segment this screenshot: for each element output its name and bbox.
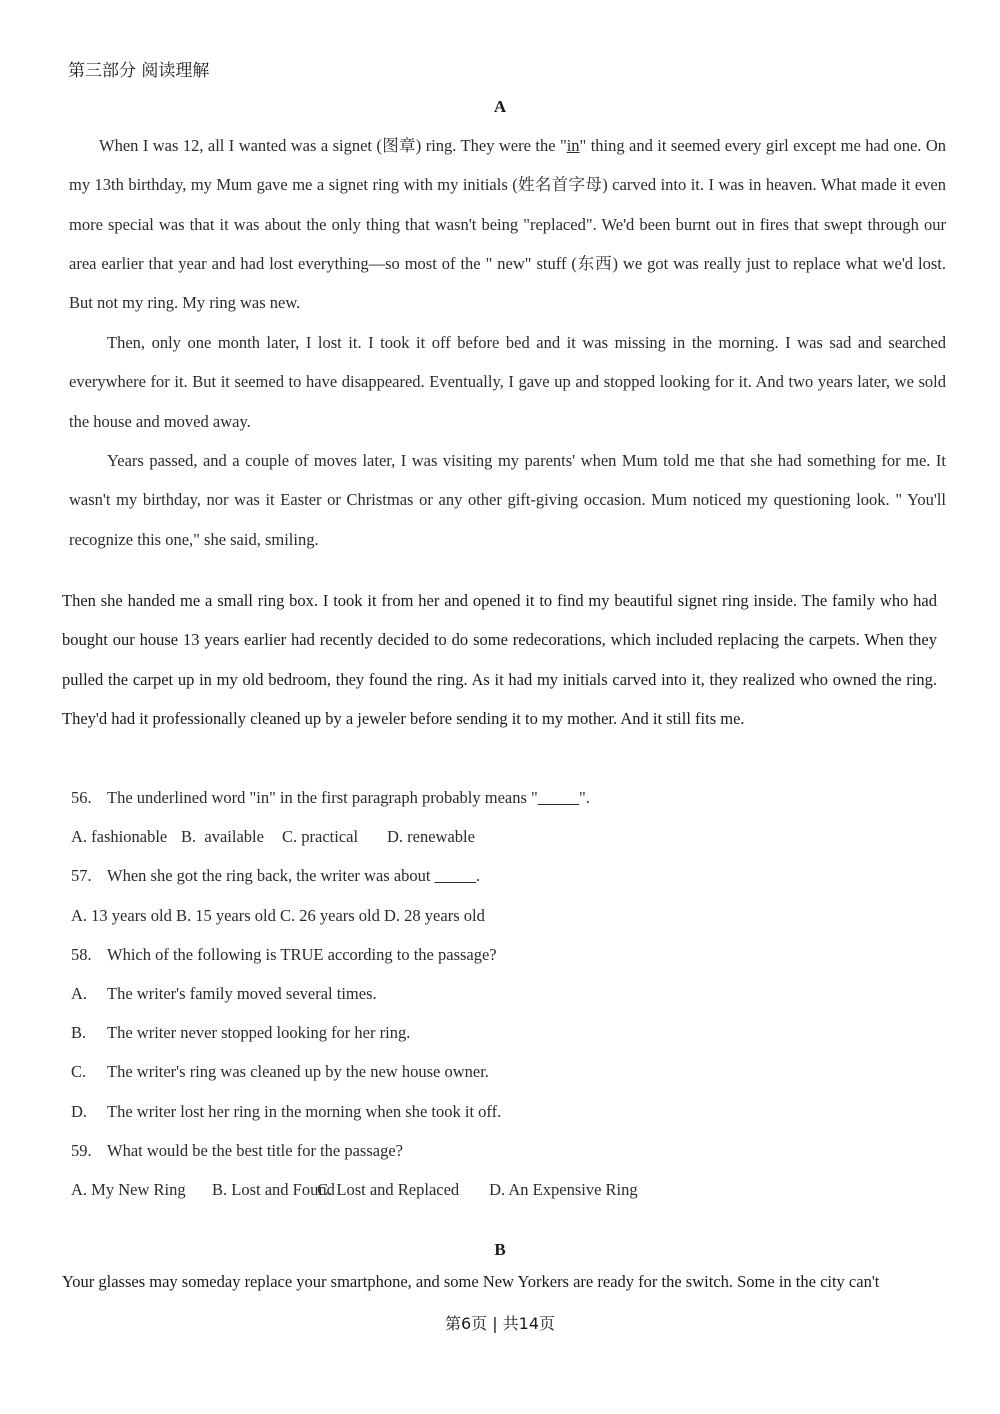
question-59-options [71,1180,638,1200]
question-number: 58. [71,945,92,964]
answer-blank: _____ [434,866,476,885]
section-heading: 第三部分 阅读理解 [68,61,210,81]
option-d: D. 28 years old [384,906,485,925]
option-c: C. practical [282,827,359,846]
passage-a-paragraph-3: Years passed, and a couple of moves later, I was visiting my parents' when Mum told me that she had something for me. It wasn't my birthday, nor was it Easter or Christmas or any other gift-giving occasion. Mum noticed my questioning look. " You'll recognize this one," she said, smiling. [69,451,946,549]
question-58-option [71,1023,410,1043]
question-56 [71,788,590,808]
option-c: C. 26 years old [279,906,380,925]
question-58-option [71,1062,489,1082]
option-d: D. renewable [387,827,475,846]
option-letter: B. [71,1023,87,1042]
question-57 [71,866,480,886]
question-end: . [475,866,480,885]
option-text: The writer lost her ring in the morning when she took it off. [107,1102,502,1121]
paragraph-text: " thing and it seemed every girl except me had one. On my 13th birthday, my Mum gave me a signet ring with my initials (姓名首字母) carved into it. I was in heaven. What made it even more special was that it was about the only thing that wasn't being "replaced". We'd been burnt out in fires that swept through our area earlier that year and had lost everything—so most of the " new" stuff (东西) we got was really just to replace what we'd lost. But not my ring. My ring was new. [69,136,946,313]
option-letter: C. [71,1062,87,1081]
question-stem: What would be the best title for the passage? [107,1141,403,1160]
option-letter: D. [71,1102,88,1121]
question-end: ". [579,788,590,807]
option-a: A. My New Ring [71,1180,186,1199]
option-c: C. Lost and Replaced [317,1180,460,1199]
passage-a-letter: A [493,97,507,116]
passage-a-paragraph-1 [69,126,946,322]
answer-blank: _____ [537,788,579,807]
question-57-options [71,906,485,926]
option-b: B. 15 years old [175,906,276,925]
option-b: B. available [181,827,264,846]
question-stem: The underlined word "in" in the first paragraph probably means " [107,788,538,807]
page-footer: 第6页 | 共14页 [444,1314,556,1333]
question-stem: When she got the ring back, the writer was about [107,866,435,885]
question-58-option [71,1102,501,1122]
option-a: A. 13 years old [71,906,172,925]
passage-a-paragraph-2: Then, only one month later, I lost it. I took it off before bed and it was missing in the morning. I was sad and searched everywhere for it. But it seemed to have disappeared. Eventually, I gave up and stopped looking for it. And two years later, we sold the house and moved away. [69,333,946,431]
question-number: 59. [71,1141,92,1160]
option-d: D. An Expensive Ring [489,1180,638,1199]
passage-a-paragraph-4: Then she handed me a small ring box. I took it from her and opened it to find my beautiful signet ring inside. The family who had bought our house 13 years earlier had recently decided to do some redecorations, which included replacing the carpets. When they pulled the carpet up in my old bedroom, they found the ring. As it had my initials carved into it, they realized who owned the ring. They'd had it professionally cleaned up by a jeweler before sending it to my mother. And it still fits me. [62,591,937,728]
question-56-options [71,827,475,847]
question-59 [71,1141,403,1161]
question-58-option [71,984,377,1004]
option-text: The writer never stopped looking for her ring. [107,1023,411,1042]
passage-b-letter: B [494,1240,506,1259]
question-number: 57. [71,866,92,885]
option-text: The writer's ring was cleaned up by the new house owner. [107,1062,489,1081]
option-letter: A. [71,984,88,1003]
option-a: A. fashionable [71,827,168,846]
passage-b-paragraph-1: Your glasses may someday replace your smartphone, and some New Yorkers are ready for the switch. Some in the city can't [62,1272,880,1291]
question-58 [71,945,497,965]
question-stem: Which of the following is TRUE according to the passage? [107,945,497,964]
paragraph-text: When I was 12, all I wanted was a signet (图章) ring. They were the " [99,136,567,155]
underlined-word: in [566,136,580,155]
option-text: The writer's family moved several times. [107,984,377,1003]
question-number: 56. [71,788,92,807]
option-b: B. Lost and Found [212,1180,335,1199]
